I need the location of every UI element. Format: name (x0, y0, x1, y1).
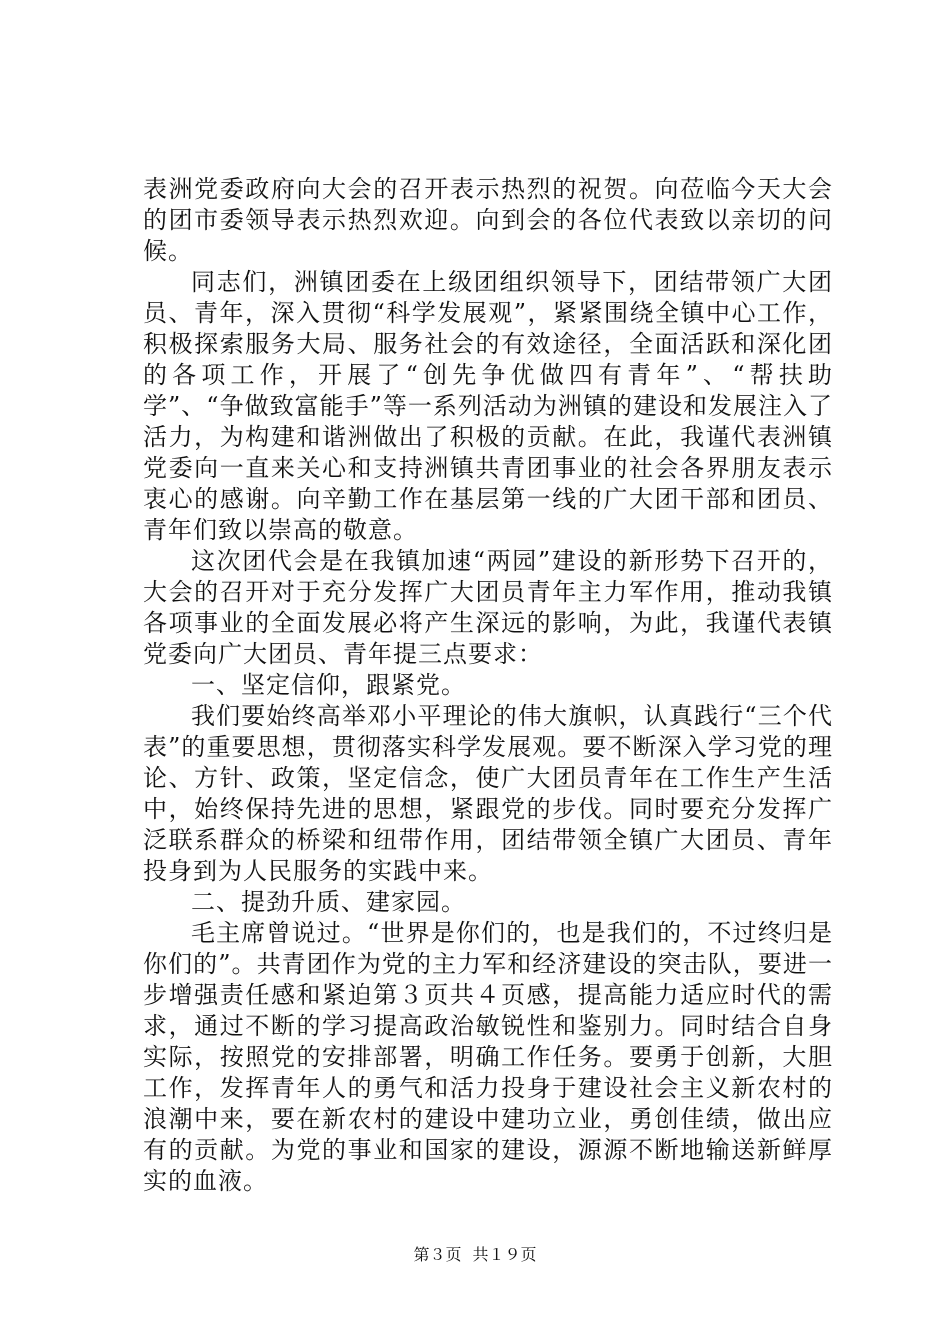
paragraph-section-1: 我们要始终高举邓小平理论的伟大旗帜，认真践行“三个代表”的重要思想，贯彻落实科学发展观。要不断深入学习党的理论、方针、政策，坚定信念，使广大团员青年在工作生产生活中，始终保持先进的思想，紧跟党的步伐。同时要充分发挥广泛联系群众的桥梁和纽带作用，团结带领全镇广大团员、青年投身到为人民服务的实践中来。 (143, 702, 833, 885)
paragraph-continuation: 表洲党委政府向大会的召开表示热烈的祝贺。向莅临今天大会的团市委领导表示热烈欢迎。向到会的各位代表致以亲切的问候。 (143, 175, 833, 265)
document-body (143, 174, 833, 1197)
paragraph-requirements-intro: 这次团代会是在我镇加速“两园”建设的新形势下召开的，大会的召开对于充分发挥广大团员青年主力军作用，推动我镇各项事业的全面发展必将产生深远的影响，为此，我谨代表镇党委向广大团员、青年提三点要求： (143, 547, 833, 668)
section-heading-1: 一、坚定信仰，跟紧党。 (191, 671, 466, 699)
page-number: 第３页 (413, 1245, 462, 1264)
page-footer (0, 1244, 950, 1266)
paragraph-section-2: 毛主席曾说过。“世界是你们的，也是我们的，不过终归是你们的”。共青团作为党的主力军和经济建设的突击队，要进一步增强责任感和紧迫第３页共４页感，提高能力适应时代的需求，通过不断的学习提高政治敏锐性和鉴别力。同时结合自身实际，按照党的安排部署，明确工作任务。要勇于创新，大胆工作，发挥青年人的勇气和活力投身于建设社会主义新农村的浪潮中来，要在新农村的建设中建功立业，勇创佳绩，做出应有的贡献。为党的事业和国家的建设，源源不断地输送新鲜厚实的血液。 (143, 919, 833, 1195)
section-heading-2: 二、提劲升质、建家园。 (191, 888, 466, 916)
paragraph-greeting: 同志们，洲镇团委在上级团组织领导下，团结带领广大团员、青年，深入贯彻“科学发展观”，紧紧围绕全镇中心工作，积极探索服务大局、服务社会的有效途径，全面活跃和深化团的各项工作，开展了“创先争优做四有青年”、“帮扶助学”、“争做致富能手”等一系列活动为洲镇的建设和发展注入了活力，为构建和谐洲做出了积极的贡献。在此，我谨代表洲镇党委向一直来关心和支持洲镇共青团事业的社会各界朋友表示衷心的感谢。向辛勤工作在基层第一线的广大团干部和团员、青年们致以崇高的敬意。 (143, 268, 833, 544)
page-total: 共１９页 (472, 1245, 537, 1264)
